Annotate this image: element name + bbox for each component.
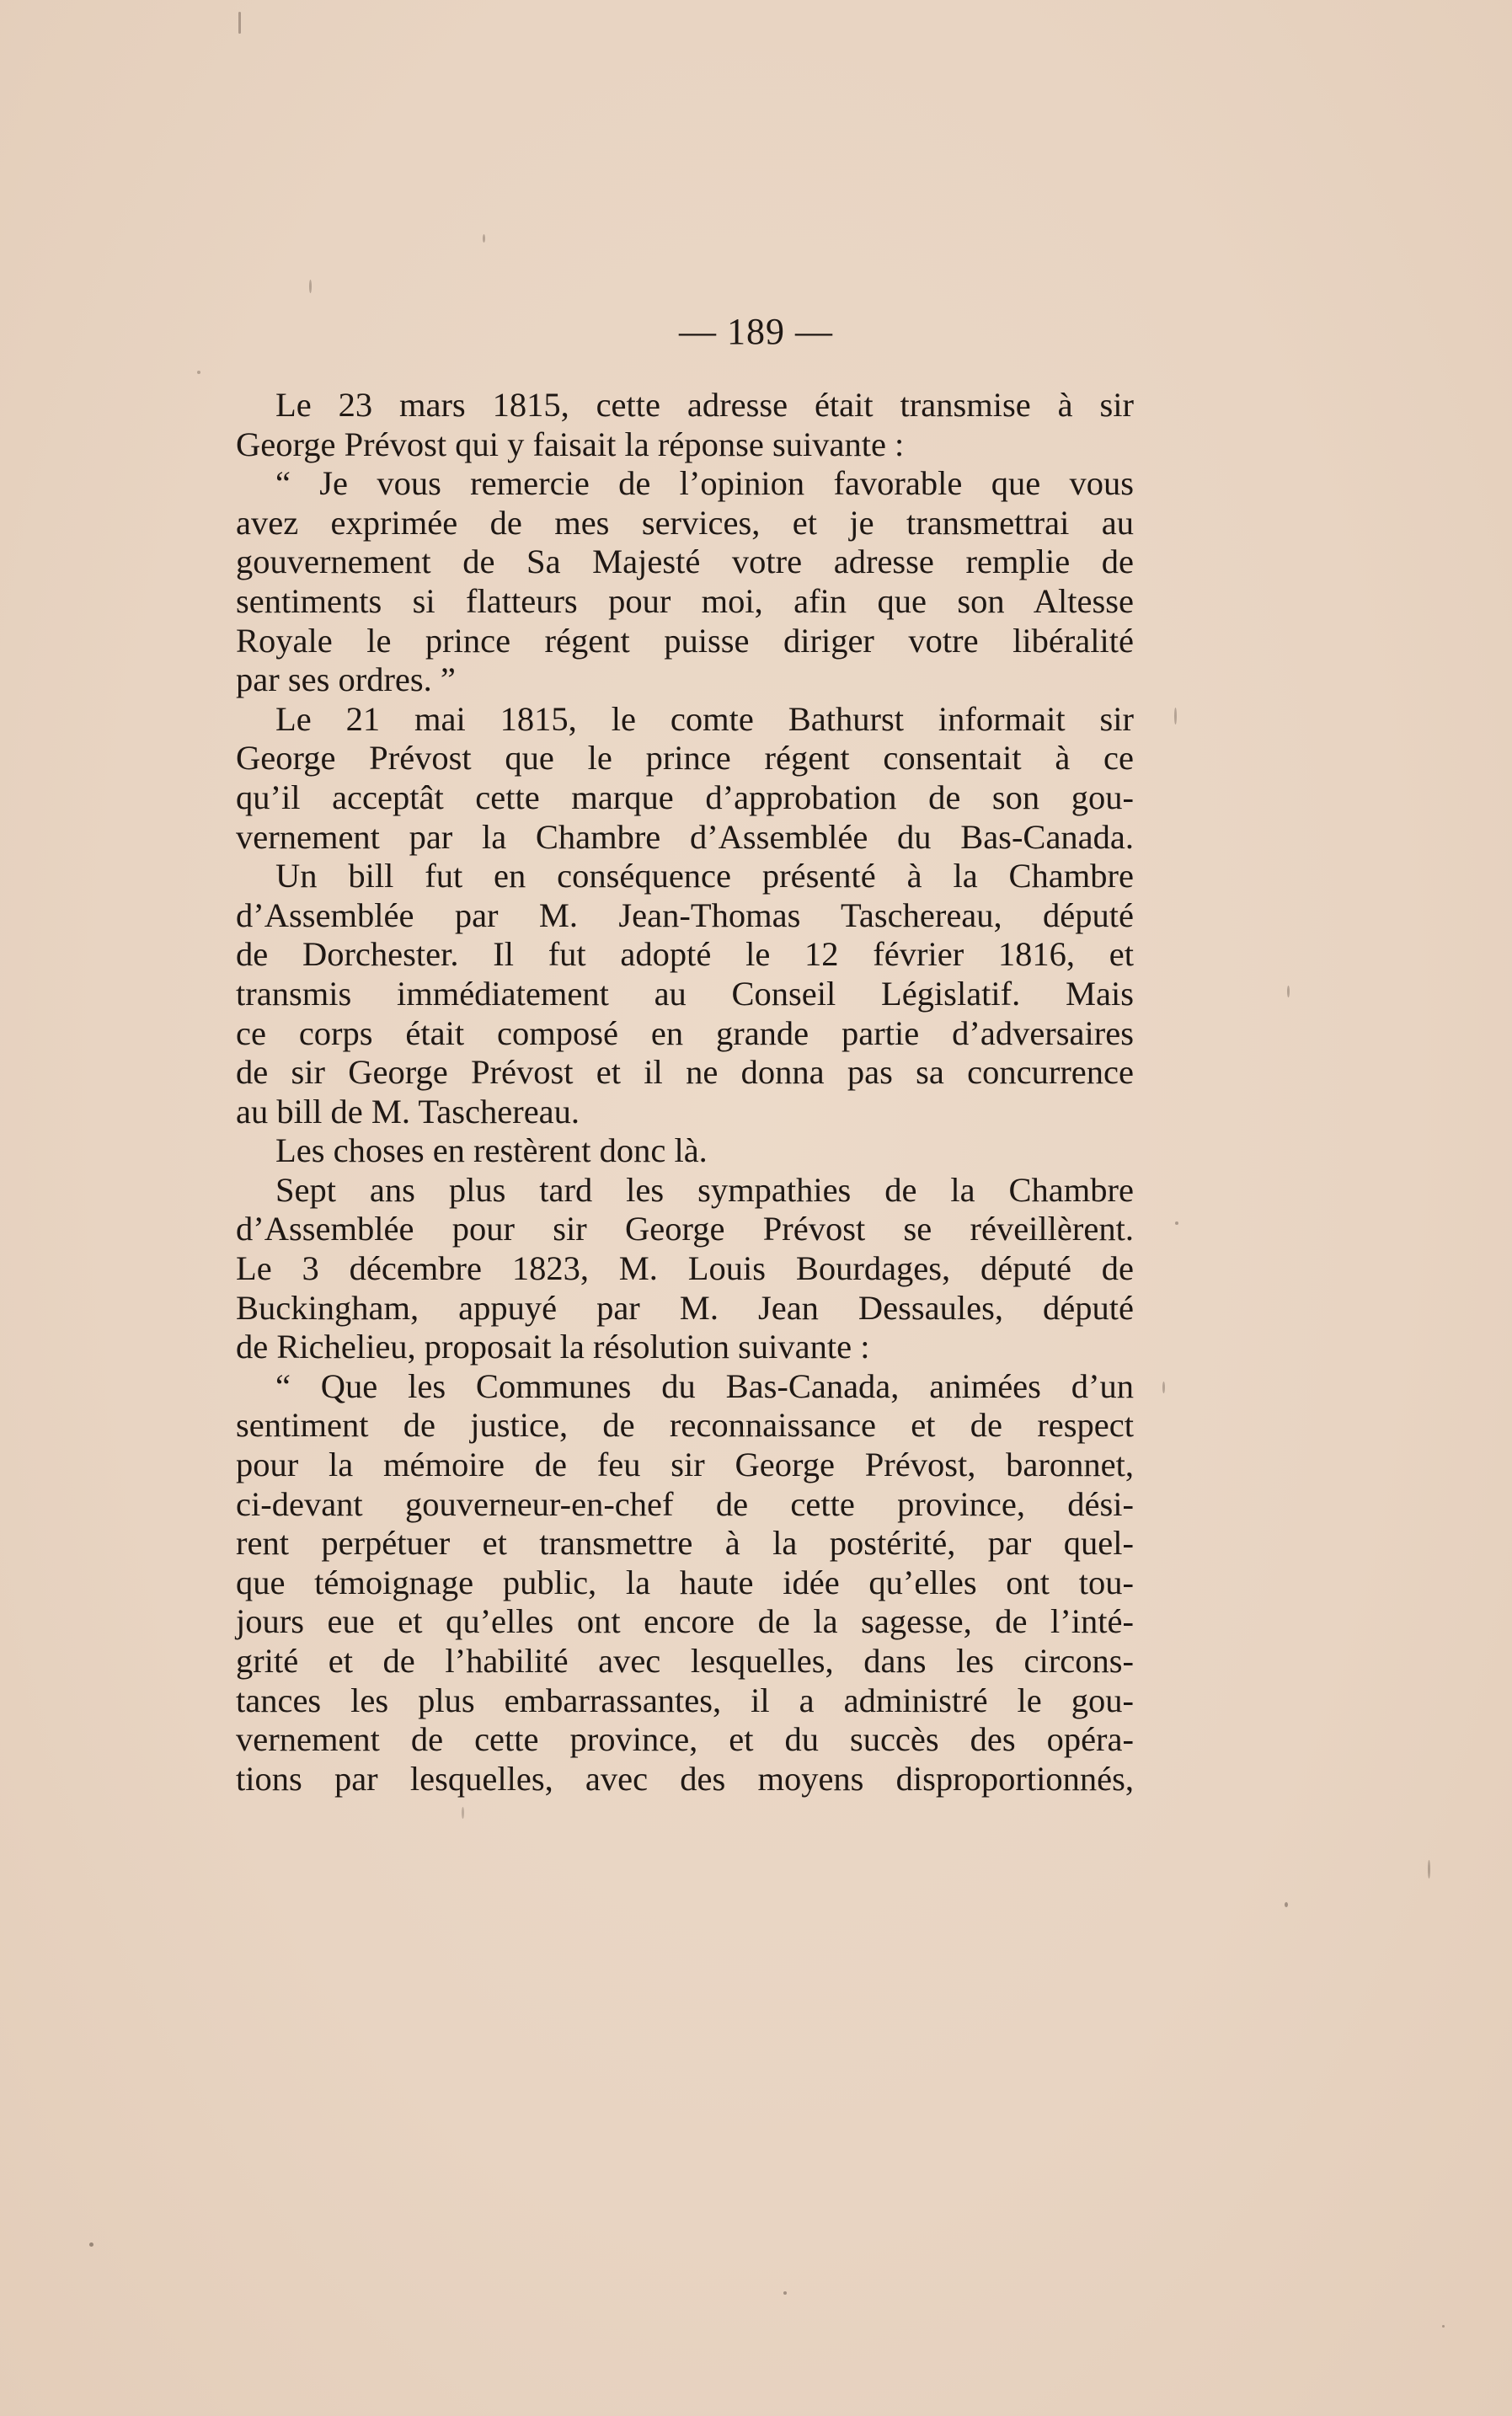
text-line: de sir George Prévost et il ne donna pas sa concurrence [236,1053,1134,1092]
page-number: — 189 — [679,311,833,352]
text-line: vernement par la Chambre d’Assemblée du Bas-Canada. [236,817,1134,856]
text-line: rent perpétuer et transmettre à la postérité, par quel- [236,1524,1134,1563]
text-line: Le 23 mars 1815, cette adresse était transmise à sir [275,386,1134,424]
text-line: sentiment de justice, de reconnaissance et de respect [236,1406,1134,1445]
text-line: Sept ans plus tard les sympathies de la Chambre [275,1170,1134,1209]
text-line: d’Assemblée par M. Jean-Thomas Taschereau, député [236,895,1134,934]
text-line: ci-devant gouverneur-en-chef de cette province, dési- [236,1484,1134,1523]
text-line: transmis immédiatement au Conseil Législatif. Mais [236,974,1134,1013]
paper-speck [1174,708,1177,724]
text-line: ce corps était composé en grande partie d’adversaires [236,1013,1134,1052]
paper-speck [309,280,312,293]
text-line: gouvernement de Sa Majesté votre adresse remplie de [236,543,1134,581]
text-line: Le 21 mai 1815, le comte Bathurst informait sir [275,699,1134,738]
text-line: George Prévost que le prince régent consentait à ce [236,739,1134,778]
paper-speck [238,12,241,34]
text-line: “ Je vous remercie de l’opinion favorable que vous [275,464,1134,503]
paper-speck [1442,2325,1445,2328]
text-line: au bill de M. Taschereau. [236,1092,580,1130]
text-line: pour la mémoire de feu sir George Prévost, baronnet, [236,1446,1134,1484]
paper-speck [783,2291,787,2295]
text-line: qu’il acceptât cette marque d’approbation de son gou- [236,778,1134,816]
text-line: grité et de l’habilité avec lesquelles, dans les circons- [236,1642,1134,1680]
paper-speck [1287,986,1290,997]
text-line: que témoignage public, la haute idée qu’elles ont tou- [236,1563,1134,1601]
text-line: George Prévost qui y faisait la réponse suivante : [236,425,905,463]
paper-speck [89,2242,93,2247]
paper-speck [197,371,200,374]
text-line: Les choses en restèrent donc là. [275,1131,708,1170]
paper-speck [1428,1860,1430,1879]
text-line: jours eue et qu’elles ont encore de la sagesse, de l’inté- [236,1602,1134,1641]
text-line: tions par lesquelles, avec des moyens disproportionnés, [236,1759,1134,1798]
text-line: “ Que les Communes du Bas-Canada, animées d’un [275,1366,1134,1405]
paper-speck [462,1807,464,1819]
text-line: Un bill fut en conséquence présenté à la Chambre [275,857,1134,895]
paper-speck [1285,1902,1288,1907]
text-line: sentiments si flatteurs pour moi, afin que son Altesse [236,581,1134,620]
paper-speck [483,234,485,243]
paper-speck [1162,1382,1165,1393]
text-line: de Richelieu, proposait la résolution suivante : [236,1328,870,1366]
text-line: tances les plus embarrassantes, il a administré le gou- [236,1681,1134,1719]
text-line: Royale le prince régent puisse diriger votre libéralité [236,621,1134,660]
text-line: de Dorchester. Il fut adopté le 12 février 1816, et [236,935,1134,974]
text-line: d’Assemblée pour sir George Prévost se réveillèrent. [236,1210,1134,1248]
text-line: Buckingham, appuyé par M. Jean Dessaules, député [236,1288,1134,1327]
text-line: par ses ordres. ” [236,660,456,699]
text-line: vernement de cette province, et du succès des opéra- [236,1720,1134,1759]
body-text [236,386,1134,1799]
paper-speck [1175,1221,1178,1225]
text-line: Le 3 décembre 1823, M. Louis Bourdages, député de [236,1249,1134,1288]
text-line: avez exprimée de mes services, et je transmettrai au [236,503,1134,542]
